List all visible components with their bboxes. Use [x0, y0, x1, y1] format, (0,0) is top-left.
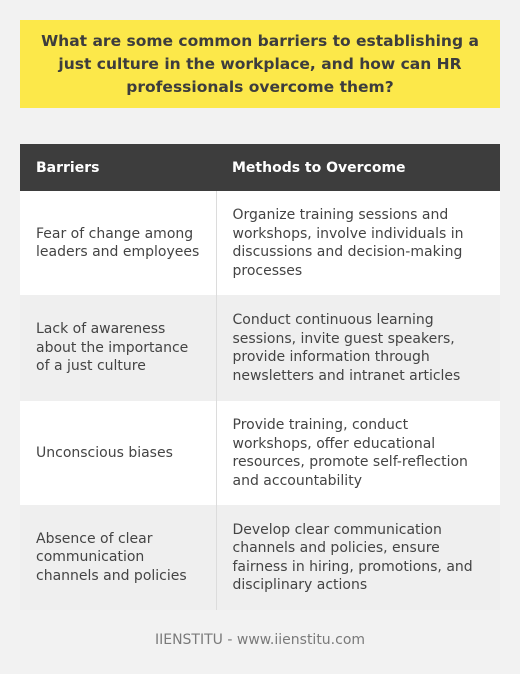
method-cell: Conduct continuous learning sessions, invite guest speakers, provide information through newsletters and intranet articles — [216, 295, 500, 401]
column-header-barriers: Barriers — [20, 144, 216, 191]
method-cell: Develop clear communication channels and policies, ensure fairness in hiring, promotions, and disciplinary actions — [216, 505, 500, 610]
table-row — [20, 505, 500, 610]
table-header-row — [20, 144, 500, 191]
barrier-cell: Fear of change among leaders and employees — [20, 191, 216, 295]
barrier-cell: Lack of awareness about the importance of a just culture — [20, 295, 216, 401]
table-row — [20, 191, 500, 295]
column-header-methods: Methods to Overcome — [216, 144, 500, 191]
barrier-cell: Unconscious biases — [20, 401, 216, 505]
page-title: What are some common barriers to establishing a just culture in the workplace, and how can HR professionals overcome them? — [41, 31, 479, 96]
table-row — [20, 295, 500, 401]
footer-credit: IIENSTITU - www.iienstitu.com — [154, 632, 366, 648]
method-cell: Provide training, conduct workshops, offer educational resources, promote self-reflection and accountability — [216, 401, 500, 505]
title-banner — [20, 20, 500, 108]
method-cell: Organize training sessions and workshops, involve individuals in discussions and decision-making processes — [216, 191, 500, 295]
table-row — [20, 401, 500, 505]
barriers-table — [20, 144, 500, 610]
barrier-cell: Absence of clear communication channels and policies — [20, 505, 216, 610]
